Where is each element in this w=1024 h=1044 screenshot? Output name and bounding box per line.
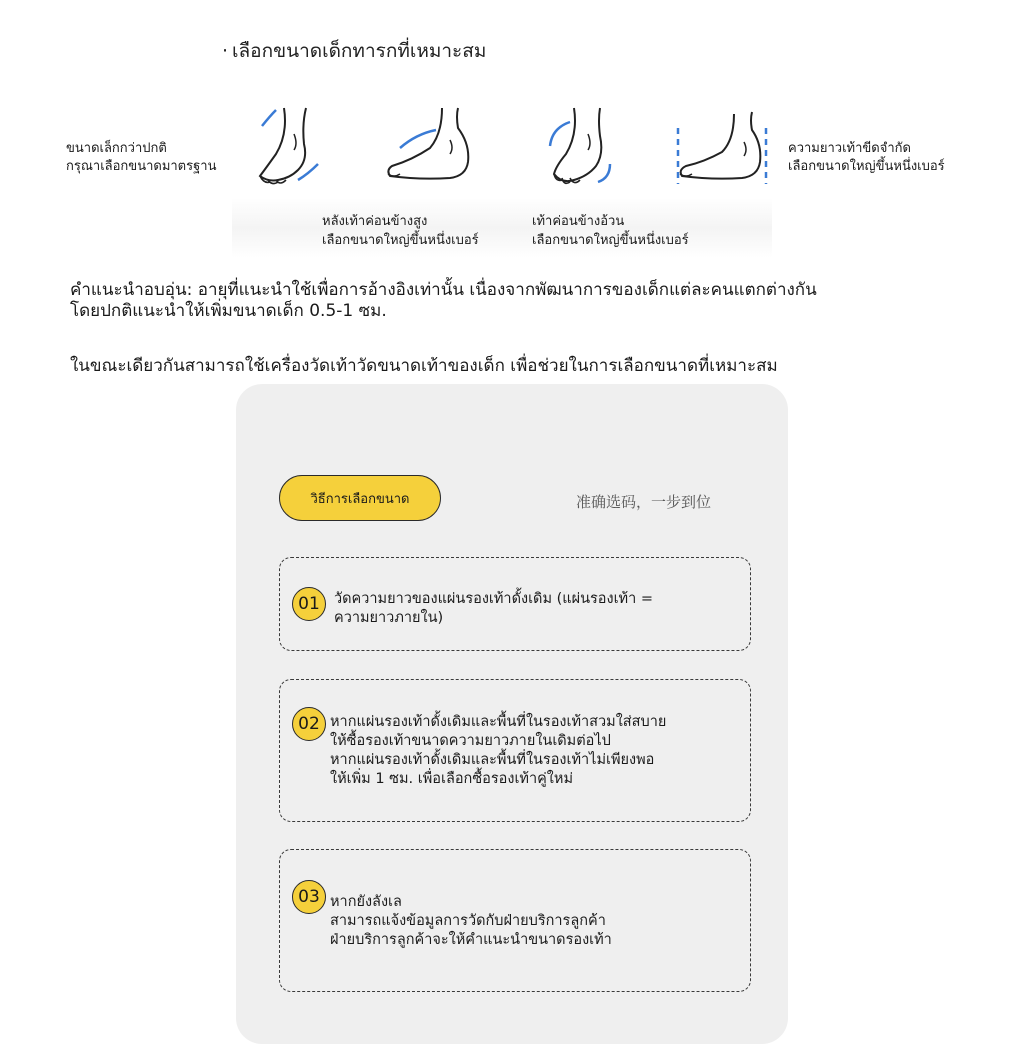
method-label-badge: วิธีการเลือกขนาด [279,475,441,521]
step-3-line-1: หากยังลังเล [330,894,402,910]
small-foot-note [66,140,216,176]
step-2-line-3: หากแผ่นรองเท้าดั้งเดิมและพื้นที่ในรองเท้าไม่เพียงพอ [330,752,655,768]
step-2-line-2: ให้ซื้อรองเท้าขนาดความยาวภายในเดิมต่อไป [330,733,611,749]
warm-tip-line-1: คำแนะนำอบอุ่น: อายุที่แนะนำใช้เพื่อการอ้างอิงเท่านั้น เนื่องจากพัฒนาการของเด็กแต่ละคนแตกต่างกัน [70,280,817,300]
caption-high-instep-line-2: เลือกขนาดใหญ่ขึ้นหนึ่งเบอร์ [322,233,479,248]
foot-small-icon [248,104,348,190]
caption-wide-foot-line-1: เท้าค่อนข้างอ้วน [532,214,625,229]
step-1-line-2: ความยาวภายใน) [334,610,444,626]
slogan: 准确选码，一步到位 [576,493,712,511]
step-3-line-3: ฝ่ายบริการลูกค้าจะให้คำแนะนำขนาดรองเท้า [330,932,612,948]
step-number-3: 03 [292,880,326,914]
caption-high-instep-line-1: หลังเท้าค่อนข้างสูง [322,214,428,229]
step-2-line-1: หากแผ่นรองเท้าดั้งเดิมและพื้นที่ในรองเท้าสวมใส่สบาย [330,714,667,730]
step-3-line-2: สามารถแจ้งข้อมูลการวัดกับฝ่ายบริการลูกค้า [330,913,606,929]
page-title [222,36,486,66]
warm-tip [70,280,990,322]
warm-tip-line-2: โดยปกติแนะนำให้เพิ่มขนาดเด็ก 0.5-1 ซม. [70,301,387,321]
title-text: เลือกขนาดเด็กทารกที่เหมาะสม [232,40,487,62]
step-2-line-4: ให้เพิ่ม 1 ซม. เพื่อเลือกซื้อรองเท้าคู่ใหม่ [330,771,574,787]
step-text-2 [330,713,750,789]
foot-length-limit-icon [672,104,772,190]
feet-shadow-band [232,198,772,258]
small-foot-note-line-1: ขนาดเล็กกว่าปกติ [66,141,167,156]
step-number-2: 02 [292,707,326,741]
title-bullet: · [222,40,229,62]
caption-high-instep [322,212,479,250]
length-limit-note [788,140,945,176]
step-1-line-1: วัดความยาวของแผ่นรองเท้าดั้งเดิม (แผ่นรองเท้า = [334,591,654,607]
length-limit-note-line-2: เลือกขนาดใหญ่ขึ้นหนึ่งเบอร์ [788,159,945,174]
caption-wide-foot-line-2: เลือกขนาดใหญ่ขึ้นหนึ่งเบอร์ [532,233,689,248]
step-text-1 [334,590,744,628]
foot-wide-icon [538,104,638,190]
step-number-1: 01 [292,587,326,621]
measure-tip: ในขณะเดียวกันสามารถใช้เครื่องวัดเท้าวัดขนาดเท้าของเด็ก เพื่อช่วยในการเลือกขนาดที่เหมาะสม [70,356,778,376]
caption-wide-foot [532,212,689,250]
foot-high-instep-icon [380,104,480,190]
small-foot-note-line-2: กรุณาเลือกขนาดมาตรฐาน [66,159,217,174]
step-text-3 [330,893,750,950]
length-limit-note-line-1: ความยาวเท้าขีดจำกัด [788,141,911,156]
